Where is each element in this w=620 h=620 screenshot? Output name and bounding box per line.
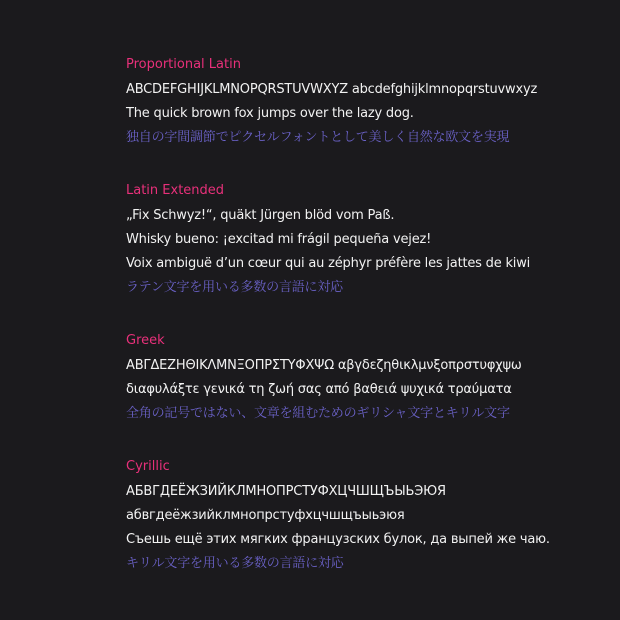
section-title: Proportional Latin [126,57,241,72]
font-specimen [126,56,606,576]
specimen-line: АБВГДЕЁЖЗИЙКЛМНОПРСТУФХЦЧШЩЪЫЬЭЮЯ [126,484,446,499]
specimen-line: абвгдеёжзийклмнопрстуфхцчшщъыьэюя [126,508,405,523]
japanese-description: ラテン文字を用いる多数の言語に対応 [126,280,343,295]
specimen-line: Voix ambiguë d’un cœur qui au zéphyr préfère les jattes de kiwi [126,256,531,271]
section-proportional-latin [126,56,606,150]
specimen-line: „Fix Schwyz!“, quäkt Jürgen blöd vom Paß. [126,208,395,223]
specimen-line: ΑΒΓΔΕΖΗΘΙΚΛΜΝΞΟΠΡΣΤΥΦΧΨΩ αβγδεζηθικλμνξοπρστυφχψω [126,358,522,373]
section-gap [126,300,606,332]
section-gap [126,150,606,182]
specimen-line: διαφυλάξτε γενικά τη ζωή σας από βαθειά ψυχικά τραύματα [126,382,512,397]
section-latin-extended [126,182,606,300]
section-title: Cyrillic [126,459,170,474]
specimen-line: Whisky bueno: ¡excitad mi frágil pequeña vejez! [126,232,432,247]
section-title: Greek [126,333,165,348]
section-gap [126,426,606,458]
specimen-line: The quick brown fox jumps over the lazy dog. [126,106,414,121]
specimen-line: Съешь ещё этих мягких французских булок, да выпей же чаю. [126,532,550,547]
section-cyrillic [126,458,606,576]
section-greek [126,332,606,426]
specimen-line: ABCDEFGHIJKLMNOPQRSTUVWXYZ abcdefghijklmnopqrstuvwxyz [126,82,538,97]
japanese-description: 全角の記号ではない、文章を組むためのギリシャ文字とキリル文字 [126,406,510,421]
japanese-description: 独自の字間調節でピクセルフォントとして美しく自然な欧文を実現 [126,130,510,145]
section-title: Latin Extended [126,183,225,198]
japanese-description: キリル文字を用いる多数の言語に対応 [126,556,344,571]
